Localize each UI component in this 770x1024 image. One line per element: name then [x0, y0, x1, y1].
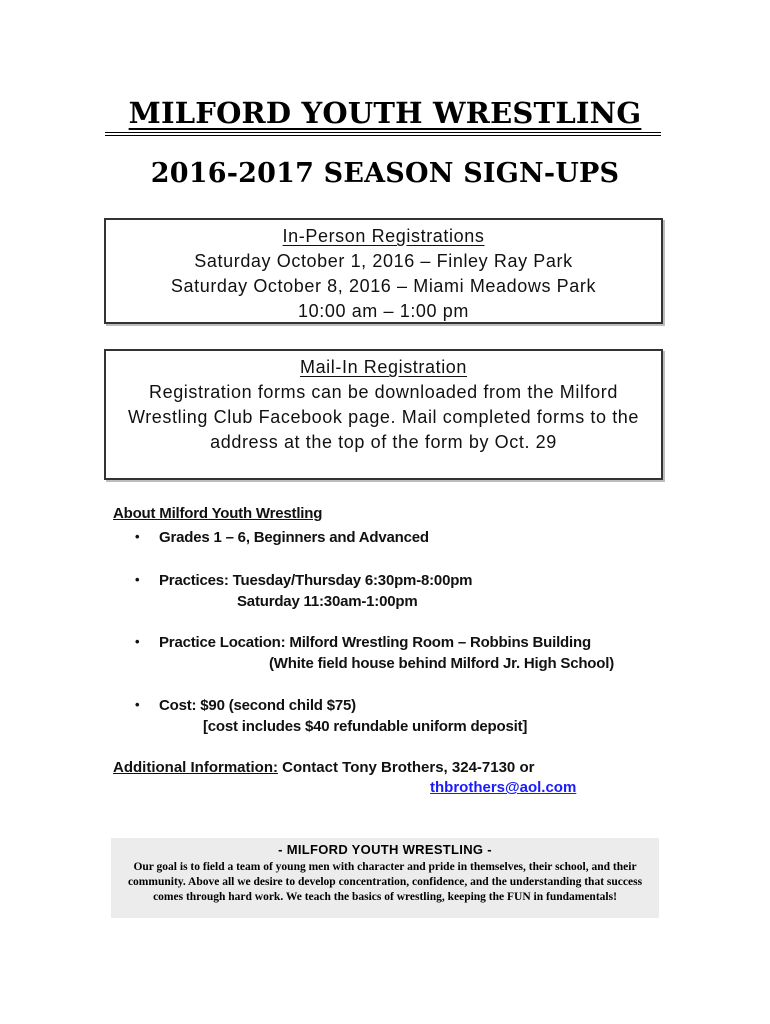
mail-in-heading: Mail-In Registration [299, 357, 468, 377]
about-item-text: Practices: Tuesday/Thursday 6:30pm-8:00pm [159, 572, 473, 589]
in-person-date-2: Saturday October 8, 2016 – Miami Meadows Park [170, 276, 597, 296]
additional-info-label: Additional Information: [113, 759, 278, 776]
in-person-date-1: Saturday October 1, 2016 – Finley Ray Park [194, 251, 573, 271]
about-item-text: Cost: $90 (second child $75) [159, 697, 356, 714]
about-section [113, 505, 673, 735]
title-rule-top [105, 132, 661, 133]
additional-info-text: Contact Tony Brothers, 324-7130 or [277, 759, 535, 776]
mission-heading: - MILFORD YOUTH WRESTLING - [278, 842, 492, 857]
about-item-text: Grades 1 – 6, Beginners and Advanced [159, 529, 429, 546]
season-subtitle: 2016-2017 SEASON SIGN-UPS [150, 158, 620, 189]
mail-in-text: Registration forms can be downloaded from the Milford Wrestling Club Facebook page. Mail completed forms to the address at the top of the form by Oct. 29 [127, 382, 640, 452]
flyer-title: MILFORD YOUTH WRESTLING [128, 96, 642, 130]
bullet-icon: • [135, 572, 140, 587]
mission-statement-box [111, 838, 659, 918]
in-person-registration-box [104, 218, 663, 324]
contact-email-link[interactable]: thbrothers@aol.com [430, 779, 577, 796]
in-person-time: 10:00 am – 1:00 pm [298, 301, 469, 321]
about-item-continuation: Saturday 11:30am-1:00pm [237, 593, 418, 610]
bullet-icon: • [135, 634, 140, 649]
bullet-icon: • [135, 529, 140, 544]
in-person-heading: In-Person Registrations [282, 226, 485, 246]
title-rule-bottom [105, 135, 661, 136]
about-item-continuation: [cost includes $40 refundable uniform deposit] [203, 718, 528, 735]
about-item-text: Practice Location: Milford Wrestling Room – Robbins Building [159, 634, 591, 651]
about-heading: About Milford Youth Wrestling [113, 505, 323, 522]
mail-in-registration-box [104, 349, 663, 480]
mission-text: Our goal is to field a team of young men with character and pride in themselves, their school, and their community. Above all we desire to develop concentration, confidence, and the understanding that success comes through hard work. We teach the basics of wrestling, keeping the FUN in fundamentals! [127, 861, 643, 903]
additional-information [113, 759, 534, 776]
bullet-icon: • [135, 697, 140, 712]
about-item-continuation: (White field house behind Milford Jr. High School) [269, 655, 614, 672]
